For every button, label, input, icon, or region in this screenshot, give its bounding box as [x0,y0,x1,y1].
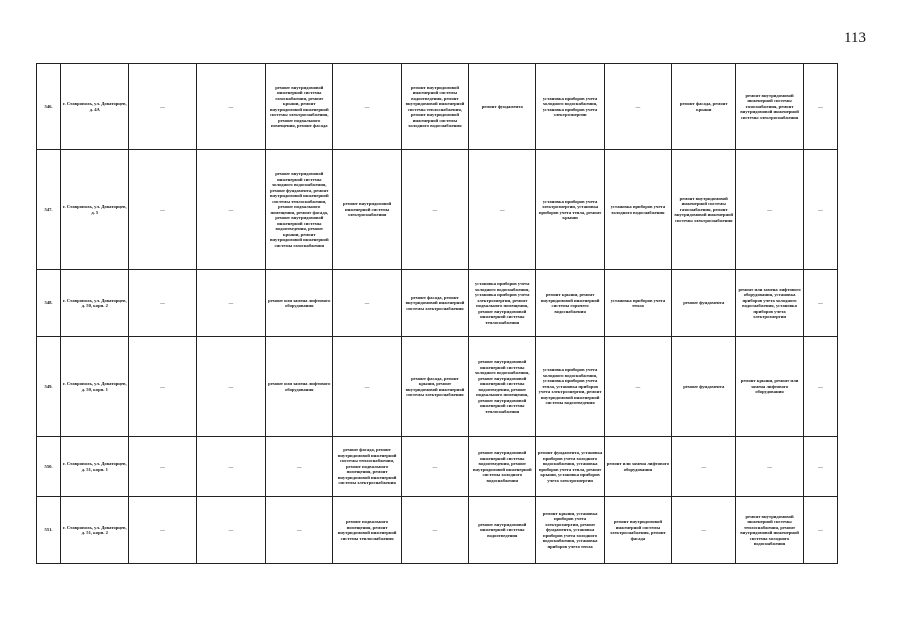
empty-dash-cell: — [266,437,333,497]
work-item-cell: установка приборов учета электроэнергии, установка приборов учета тепла, ремонт крыши [536,150,604,270]
work-item-cell: ремонт крыши, установка приборов учета электроэнергии, ремонт фундамента, установка приборов учета холодного водоснабжения, установка приборов учета тепла [536,497,604,564]
address-cell: г. Ставрополь, ул. Доваторцев, д. 51, корп. 1 [61,437,129,497]
work-item-cell: ремонт внутридомовой инженерной системы электроснабжения, ремонт фасада [604,497,671,564]
row-number: 550. [37,437,61,497]
work-item-cell: ремонт внутридомовой инженерной системы газоснабжения, ремонт внутридомовой инженерной системы электроснабжения [736,64,803,150]
empty-dash-cell: — [469,150,536,270]
work-item-cell: ремонт крыши, ремонт или замена лифтового оборудования [736,337,803,437]
empty-dash-cell: — [129,497,196,564]
work-item-cell: ремонт или замена лифтового оборудования [604,437,671,497]
empty-dash-cell: — [401,437,468,497]
empty-dash-cell: — [129,150,196,270]
table-row [37,437,838,497]
table-row [37,270,838,337]
work-item-cell: ремонт внутридомовой инженерной системы газоснабжения, ремонт крыши, ремонт внутридомовой инженерной системы электроснабжения, ремонт подвального помещения, ремонт фасада [266,64,333,150]
table-row [37,64,838,150]
row-number: 551. [37,497,61,564]
empty-dash-cell: — [196,270,265,337]
empty-dash-cell: — [196,337,265,437]
work-item-cell: ремонт фасада, ремонт внутридомовой инженерной системы теплоснабжения, ремонт подвального помещения, ремонт внутридомовой инженерной системы электроснабжения [333,437,401,497]
work-item-cell: ремонт или замена лифтового оборудования, установка приборов учета холодного водоснабжения, установка приборов учета электроэнергии [736,270,803,337]
address-cell: г. Ставрополь, ул. Доваторцев, д. 51, корп. 2 [61,497,129,564]
work-item-cell: установка приборов учета холодного водоснабжения [604,150,671,270]
address-cell: г. Ставрополь, ул. Доваторцев, д. 4А [61,64,129,150]
row-number: 549. [37,337,61,437]
work-item-cell: установка приборов учета холодного водоснабжения, установка приборов учета электроэнергии, ремонт подвального помещения, ремонт внутридомовой инженерной системы теплоснабжения [469,270,536,337]
work-item-cell: ремонт фундамента [672,270,736,337]
empty-dash-cell: — [672,497,736,564]
row-number: 546. [37,64,61,150]
work-item-cell: ремонт внутридомовой инженерной системы газоснабжения, ремонт внутридомовой инженерной системы электроснабжения [672,150,736,270]
empty-dash-cell: — [266,497,333,564]
work-item-cell: ремонт внутридомовой инженерной системы холодного водоснабжения, ремонт внутридомовой инженерной системы водоотведения, ремонт подвального помещения, ремонт внутридомовой инженерной системы теплоснабжения [469,337,536,437]
empty-dash-cell: — [196,437,265,497]
work-item-cell: ремонт фундамента [672,337,736,437]
work-item-cell: ремонт внутридомовой инженерной системы водоотведения, ремонт внутридомовой инженерной системы теплоснабжения, ремонт внутридомовой инженерной системы холодного водоснабжения [401,64,468,150]
empty-dash-cell: — [333,337,401,437]
empty-dash-cell: — [401,497,468,564]
empty-dash-cell: — [803,64,837,150]
table-row [37,337,838,437]
work-item-cell: установка приборов учета холодного водоснабжения, установка приборов учета тепла, установка приборов учета электроэнергии, ремонт внутридомовой инженерной системы водоотведения [536,337,604,437]
work-item-cell: ремонт внутридомовой инженерной системы электроснабжения [333,150,401,270]
work-item-cell: ремонт фундамента, установка приборов учета холодного водоснабжения, установка приборов учета тепла, ремонт крыши, установка приборов учета электроэнергии [536,437,604,497]
work-item-cell: ремонт подвального помещения, ремонт внутридомовой инженерной системы теплоснабжения [333,497,401,564]
table-row [37,497,838,564]
work-item-cell: установка приборов учета холодного водоснабжения, установка приборов учета электроэнергии [536,64,604,150]
address-cell: г. Ставрополь, ул. Доваторцев, д. 50, корп. 2 [61,270,129,337]
empty-dash-cell: — [672,437,736,497]
empty-dash-cell: — [736,150,803,270]
work-item-cell: ремонт крыши, ремонт внутридомовой инженерной системы горячего водоснабжения [536,270,604,337]
empty-dash-cell: — [196,497,265,564]
empty-dash-cell: — [803,437,837,497]
work-item-cell: ремонт внутридомовой инженерной системы теплоснабжения, ремонт внутридомовой инженерной системы холодного водоснабжения [736,497,803,564]
empty-dash-cell: — [129,337,196,437]
empty-dash-cell: — [129,270,196,337]
empty-dash-cell: — [604,64,671,150]
work-item-cell: ремонт или замена лифтового оборудования [266,270,333,337]
work-item-cell: установка приборов учета тепла [604,270,671,337]
empty-dash-cell: — [803,497,837,564]
empty-dash-cell: — [803,150,837,270]
address-cell: г. Ставрополь, ул. Доваторцев, д. 50, корп. 1 [61,337,129,437]
work-item-cell: ремонт внутридомовой инженерной системы водоотведения [469,497,536,564]
empty-dash-cell: — [803,270,837,337]
work-item-cell: ремонт внутридомовой инженерной системы водоотведения, ремонт внутридомовой инженерной системы холодного водоснабжения [469,437,536,497]
table-row [37,150,838,270]
page-number: 113 [844,30,866,46]
work-item-cell: ремонт фасада, ремонт крыши, ремонт внутридомовой инженерной системы электроснабжения [401,337,468,437]
row-number: 548. [37,270,61,337]
empty-dash-cell: — [196,150,265,270]
empty-dash-cell: — [401,150,468,270]
work-item-cell: ремонт фундамента [469,64,536,150]
empty-dash-cell: — [129,64,196,150]
work-item-cell: ремонт внутридомовой инженерной системы холодного водоснабжения, ремонт фундамента, ремонт внутридомовой инженерной системы теплоснабжения, ремонт подвального помещения, ремонт фасада, ремонт внутридомовой инженерной системы водоотведения, ремонт крыши, ремонт внутридомовой инженерной системы газоснабжения [266,150,333,270]
address-cell: г. Ставрополь, ул. Доваторцев, д. 5 [61,150,129,270]
empty-dash-cell: — [333,64,401,150]
work-item-cell: ремонт или замена лифтового оборудования [266,337,333,437]
repair-schedule-table [36,63,838,564]
empty-dash-cell: — [196,64,265,150]
empty-dash-cell: — [803,337,837,437]
row-number: 547. [37,150,61,270]
empty-dash-cell: — [129,437,196,497]
empty-dash-cell: — [604,337,671,437]
work-item-cell: ремонт фасада, ремонт внутридомовой инженерной системы электроснабжения [401,270,468,337]
empty-dash-cell: — [736,437,803,497]
empty-dash-cell: — [333,270,401,337]
work-item-cell: ремонт фасада, ремонт крыши [672,64,736,150]
